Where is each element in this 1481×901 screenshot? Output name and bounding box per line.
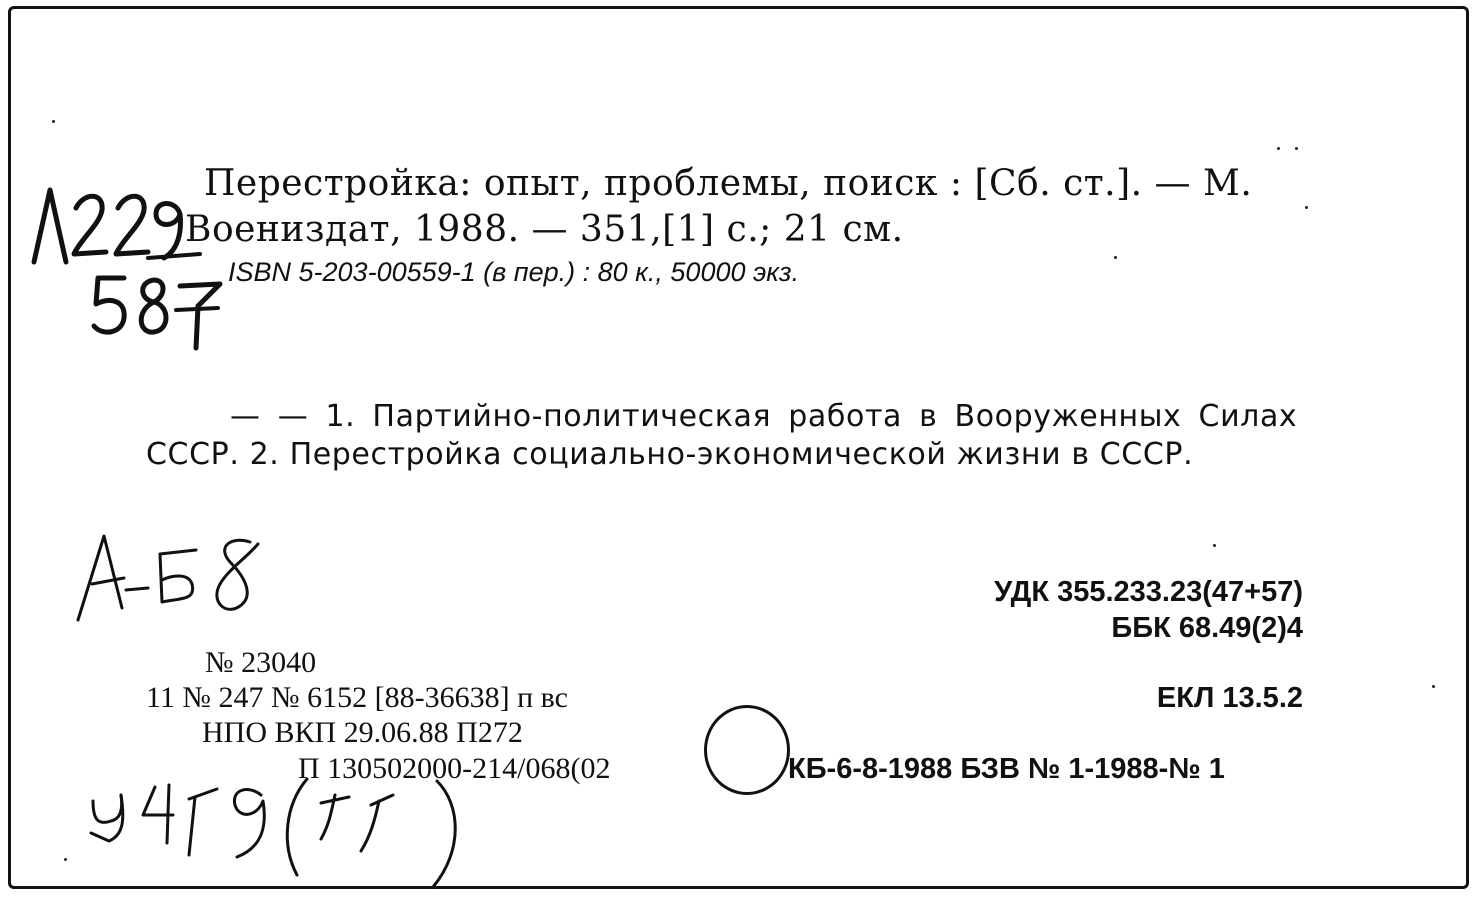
subjects-line-1: — — 1. Партийно-политическая работа в Вооруженных Силах bbox=[230, 399, 1298, 434]
handwritten-author-mark bbox=[70, 528, 280, 628]
circle-stamp bbox=[704, 705, 790, 795]
ekl-code: ЕКЛ 13.5.2 bbox=[1156, 682, 1303, 714]
order-number: № 23040 bbox=[205, 646, 317, 679]
subjects-line-2: СССР. 2. Перестройка социально-экономической жизни в СССР. bbox=[146, 437, 1194, 472]
scan-speck bbox=[1213, 544, 1216, 547]
handwritten-shelf-mark-l229 bbox=[28, 178, 208, 268]
npo-line: НПО ВКП 29.06.88 П272 bbox=[202, 716, 523, 749]
title-line: Перестройка: опыт, проблемы, поиск : [Сб. ст.]. — М. bbox=[204, 163, 1253, 204]
scan-speck bbox=[64, 858, 67, 861]
bbk-code: ББК 68.49(2)4 bbox=[1111, 612, 1303, 644]
handwritten-shelf-mark-58 bbox=[90, 268, 230, 358]
p-line-left: П 130502000-214/068(02 bbox=[298, 752, 611, 785]
scan-speck bbox=[1277, 147, 1280, 150]
scan-speck bbox=[52, 120, 55, 123]
p-line-right: КБ-6-8-1988 БЗВ № 1-1988-№ 1 bbox=[788, 753, 1225, 785]
scan-speck bbox=[1114, 256, 1117, 259]
scan-speck bbox=[1432, 685, 1435, 688]
scan-speck bbox=[1295, 147, 1298, 150]
isbn-line: ISBN 5-203-00559-1 (в пер.) : 80 к., 50000 экз. bbox=[228, 257, 800, 287]
scan-speck bbox=[1305, 206, 1308, 209]
print-line: 11 № 247 № 6152 [88-36638] п вс bbox=[146, 681, 568, 714]
udk-code: УДК 355.233.23(47+57) bbox=[994, 576, 1303, 608]
publisher-line: Воениздат, 1988. — 351,[1] с.; 21 см. bbox=[185, 209, 904, 250]
handwritten-bottom-mark bbox=[85, 765, 485, 895]
